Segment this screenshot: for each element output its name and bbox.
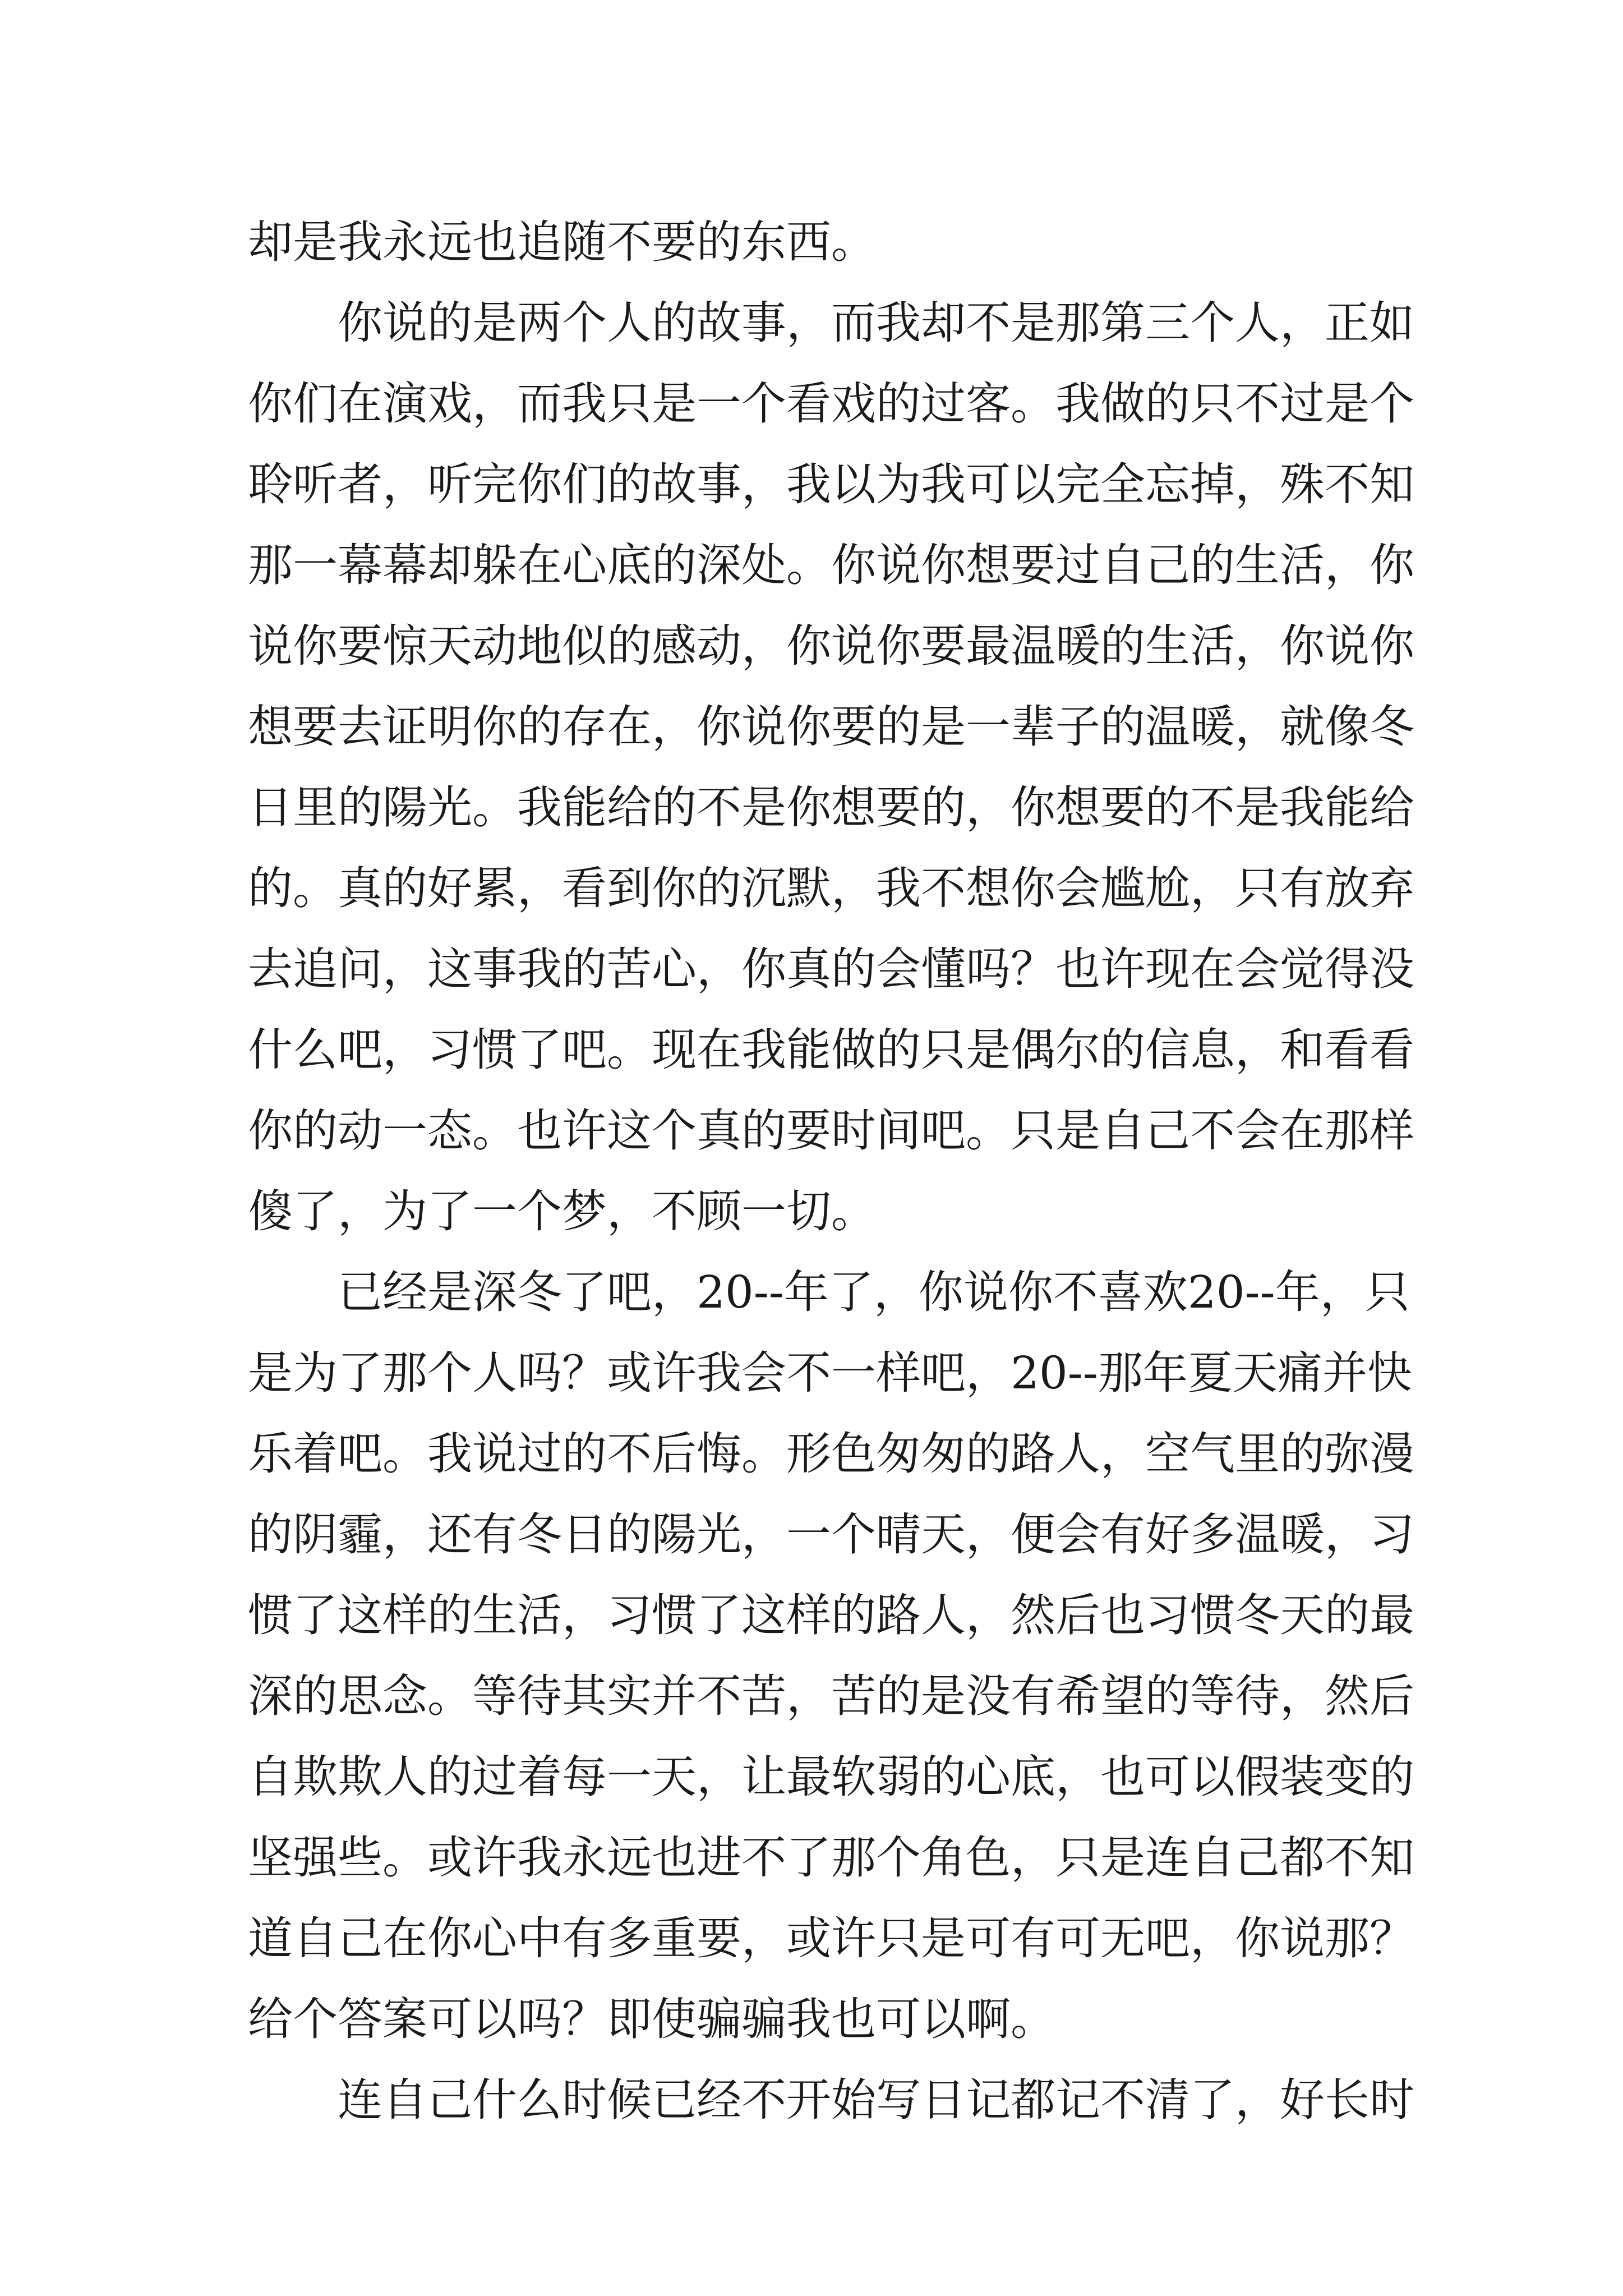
text-line: 坚强些。或许我永远也进不了那个角色，只是连自己都不知 — [248, 1832, 1414, 1884]
text-line: 日里的陽光。我能给的不是你想要的，你想要的不是我能给 — [248, 781, 1414, 834]
text-line: 给个答案可以吗？即使骗骗我也可以啊。 — [248, 1993, 1055, 2045]
text-line: 却是我永远也追随不要的东西。 — [248, 216, 876, 268]
text-line: 什么吧，习惯了吧。现在我能做的只是偶尔的信息，和看看 — [248, 1024, 1414, 1076]
text-line: 道自己在你心中有多重要，或许只是可有可无吧，你说那？ — [248, 1912, 1414, 1964]
text-line: 去追问，这事我的苦心，你真的会懂吗？也许现在会觉得没 — [248, 943, 1414, 995]
text-line: 说你要惊天动地似的感动，你说你要最温暖的生活，你说你 — [248, 620, 1414, 672]
text-line: 傻了，为了一个梦，不顾一切。 — [248, 1185, 876, 1237]
text-line: 乐着吧。我说过的不后悔。形色匆匆的路人，空气里的弥漫 — [248, 1428, 1414, 1480]
text-line: 你的动一态。也许这个真的要时间吧。只是自己不会在那样 — [248, 1105, 1414, 1157]
text-line: 的。真的好累，看到你的沉默，我不想你会尴尬，只有放弃 — [248, 862, 1414, 914]
text-line: 深的思念。等待其实并不苦，苦的是没有希望的等待，然后 — [248, 1670, 1414, 1722]
text-line: 那一幕幕却躲在心底的深处。你说你想要过自己的生活，你 — [248, 539, 1414, 591]
text-line: 自欺欺人的过着每一天，让最软弱的心底，也可以假装变的 — [248, 1751, 1414, 1803]
text-line: 惯了这样的生活，习惯了这样的路人，然后也习惯冬天的最 — [248, 1589, 1414, 1641]
paragraph-start-line: 已经是深冬了吧，20--年了，你说你不喜欢20--年，只 — [338, 1266, 1410, 1318]
paragraph-start-line: 连自己什么时候已经不开始写日记都记不清了，好长时 — [338, 2074, 1414, 2126]
text-line: 聆听者，听完你们的故事，我以为我可以完全忘掉，殊不知 — [248, 458, 1414, 510]
text-line: 想要去证明你的存在，你说你要的是一辈子的温暖，就像冬 — [248, 701, 1414, 753]
body-text — [248, 202, 1414, 2141]
text-line: 你们在演戏，而我只是一个看戏的过客。我做的只不过是个 — [248, 378, 1414, 430]
paragraph-start-line: 你说的是两个人的故事，而我却不是那第三个人，正如 — [338, 297, 1414, 349]
text-line: 是为了那个人吗？或许我会不一样吧，20--那年夏天痛并快 — [248, 1347, 1412, 1399]
text-line: 的阴霾，还有冬日的陽光，一个晴天，便会有好多温暖，习 — [248, 1508, 1414, 1561]
